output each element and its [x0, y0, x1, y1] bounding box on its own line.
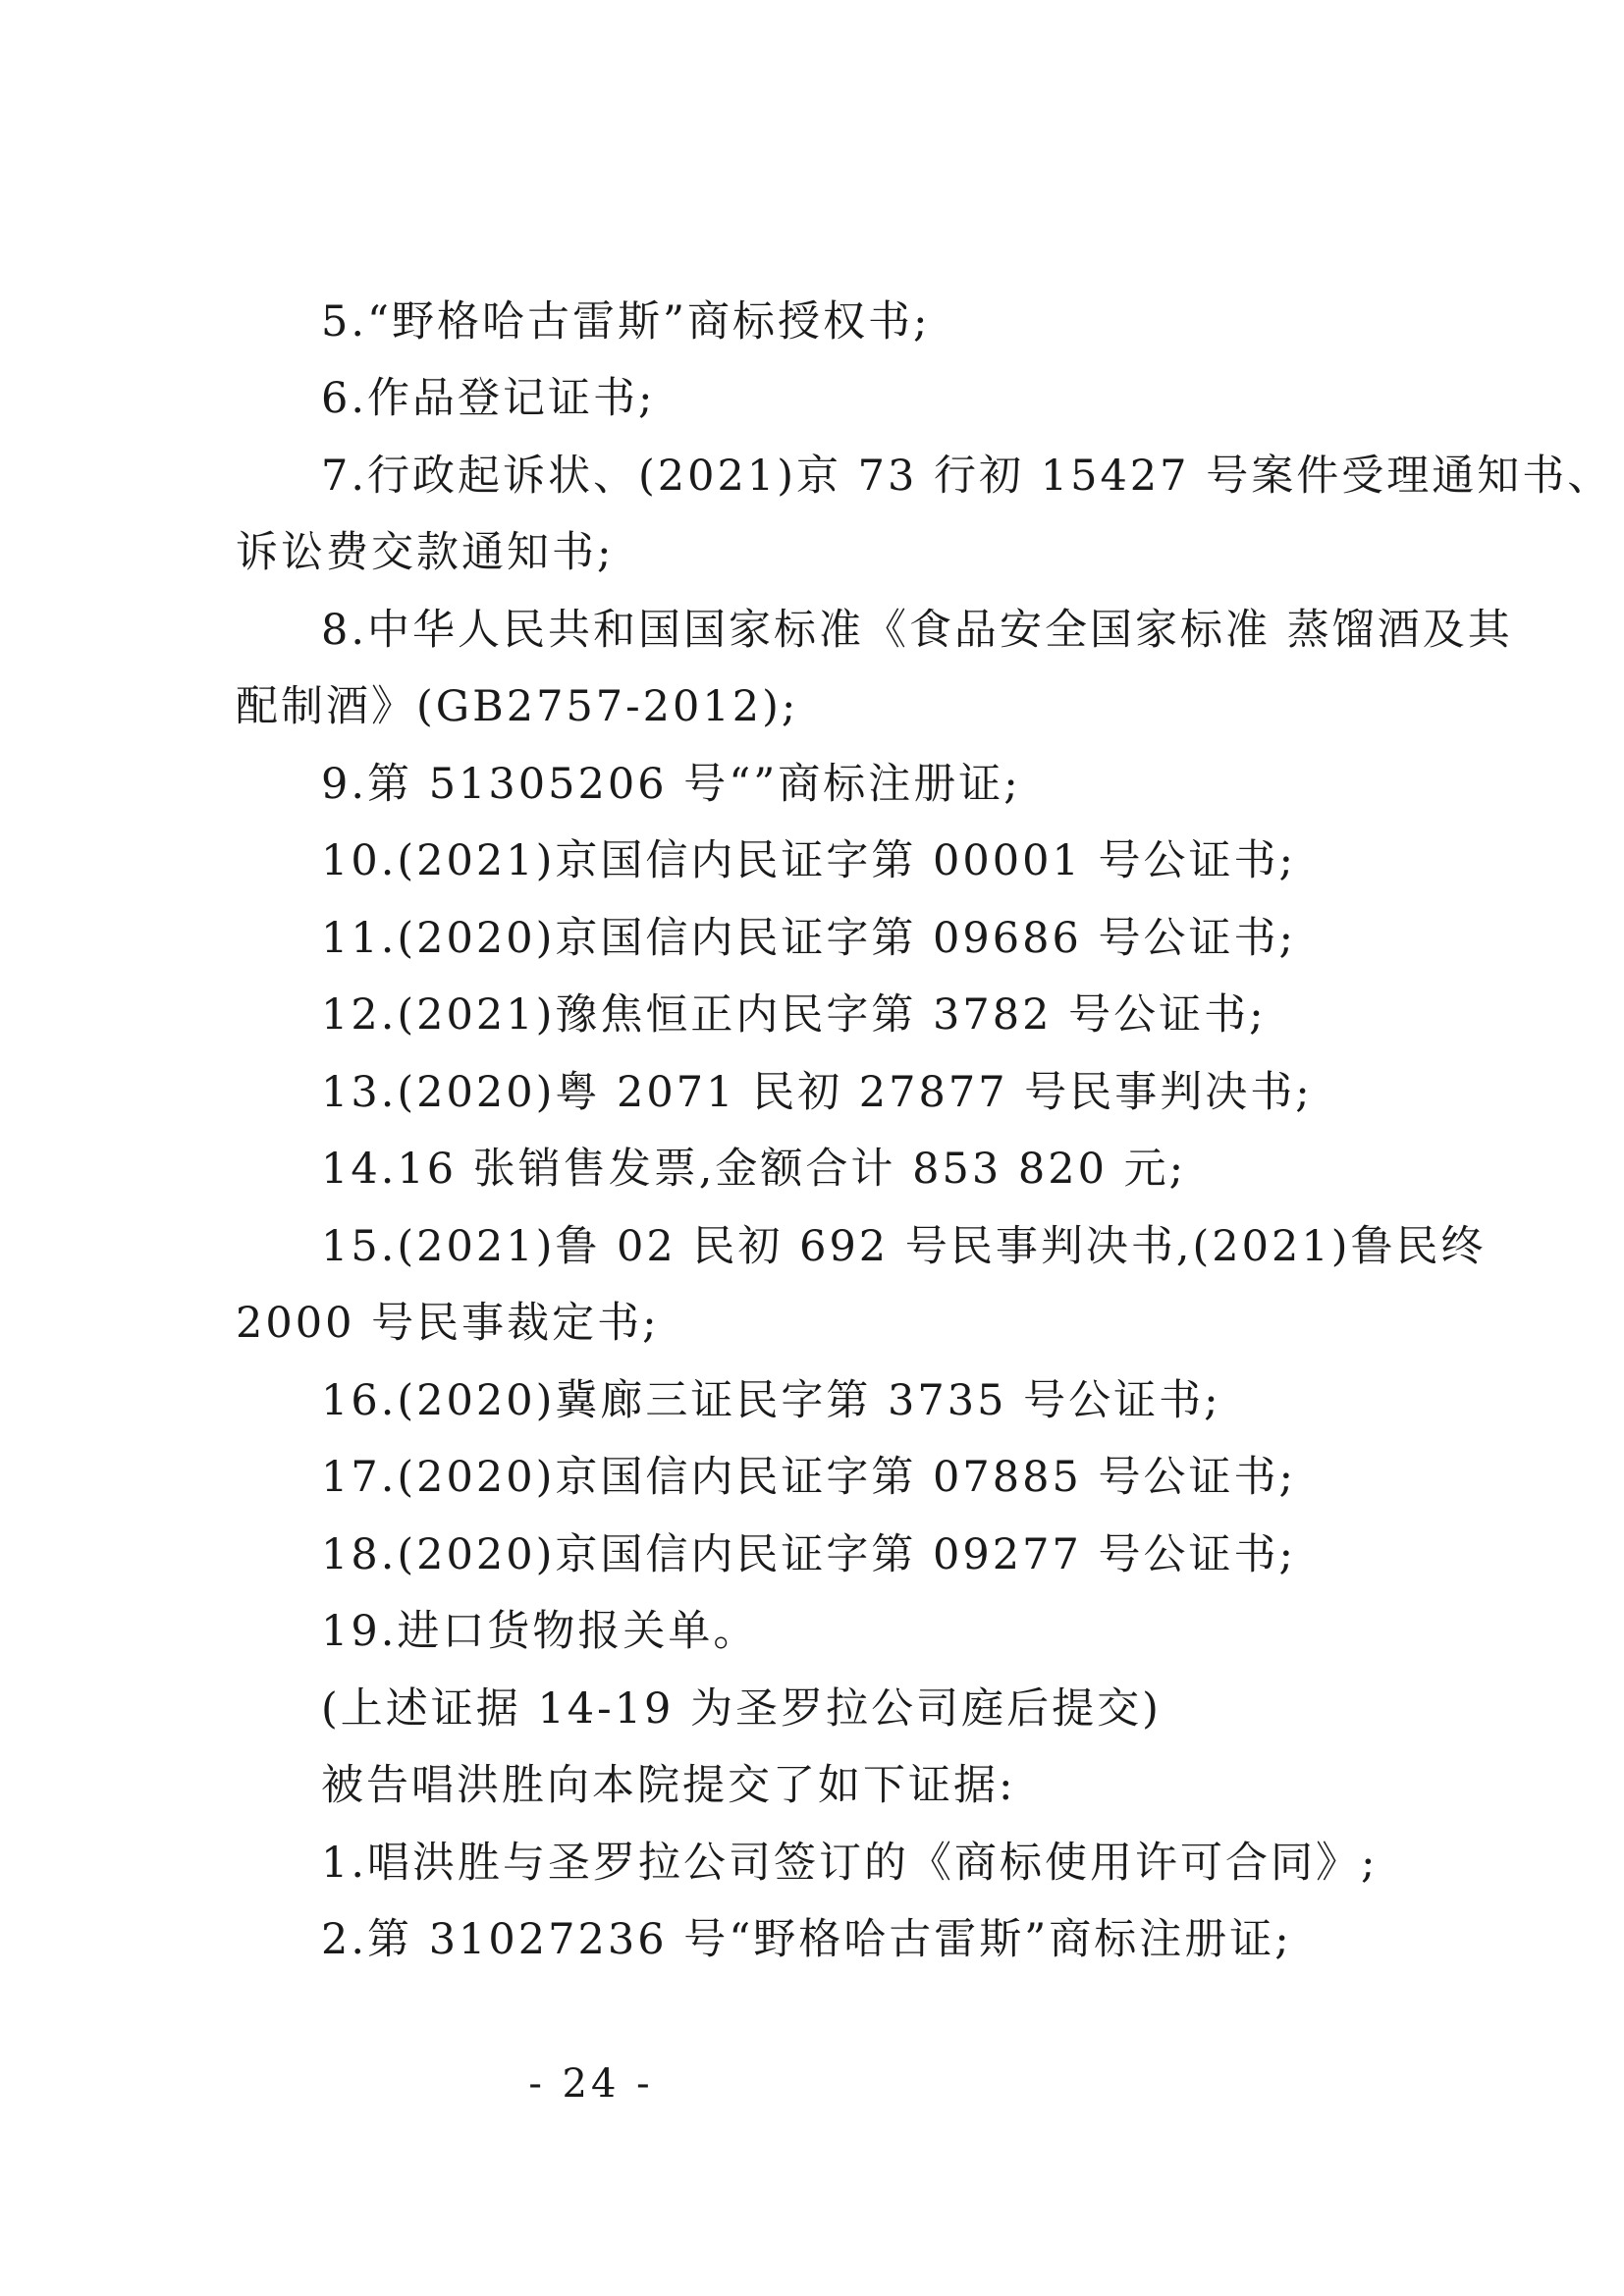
evidence-item-12: 12.(2021)豫焦恒正内民字第 3782 号公证书; [321, 990, 1267, 1040]
evidence-item-7-line-2: 诉讼费交款通知书; [236, 528, 615, 577]
evidence-item-14: 14.16 张销售发票,金额合计 853 820 元; [321, 1145, 1187, 1194]
defendant-evidence-heading: 被告唱洪胜向本院提交了如下证据: [321, 1761, 1016, 1810]
evidence-item-15-line-1: 15.(2021)鲁 02 民初 692 号民事判决书,(2021)鲁民终 [321, 1222, 1487, 1271]
evidence-item-8-line-1: 8.中华人民共和国国家标准《食品安全国家标准 蒸馏酒及其 [321, 606, 1513, 655]
evidence-item-10: 10.(2021)京国信内民证字第 00001 号公证书; [321, 836, 1296, 885]
page-number-text: - 24 - [528, 2061, 654, 2107]
evidence-item-5: 5.“野格哈古雷斯”商标授权书; [321, 297, 931, 347]
evidence-item-11: 11.(2020)京国信内民证字第 09686 号公证书; [321, 914, 1296, 963]
evidence-item-18: 18.(2020)京国信内民证字第 09277 号公证书; [321, 1530, 1296, 1579]
evidence-item-17: 17.(2020)京国信内民证字第 07885 号公证书; [321, 1453, 1296, 1502]
defendant-evidence-item-2: 2.第 31027236 号“野格哈古雷斯”商标注册证; [321, 1915, 1292, 1964]
evidence-item-16: 16.(2020)冀廊三证民字第 3735 号公证书; [321, 1376, 1221, 1425]
defendant-evidence-item-1: 1.唱洪胜与圣罗拉公司签订的《商标使用许可合同》; [321, 1839, 1379, 1888]
evidence-item-15-line-2: 2000 号民事裁定书; [236, 1299, 660, 1348]
evidence-item-13: 13.(2020)粤 2071 民初 27877 号民事判决书; [321, 1068, 1313, 1117]
evidence-item-19: 19.进口货物报关单。 [321, 1607, 759, 1656]
evidence-item-6: 6.作品登记证书; [321, 374, 656, 423]
evidence-item-9: 9.第 51305206 号“”商标注册证; [321, 760, 1021, 809]
page-number [0, 2059, 1624, 2109]
evidence-note: (上述证据 14-19 为圣罗拉公司庭后提交) [321, 1684, 1162, 1734]
evidence-item-8-line-2: 配制酒》(GB2757-2012); [236, 682, 799, 731]
evidence-item-7-line-1: 7.行政起诉状、(2021)京 73 行初 15427 号案件受理通知书、 [321, 452, 1613, 501]
